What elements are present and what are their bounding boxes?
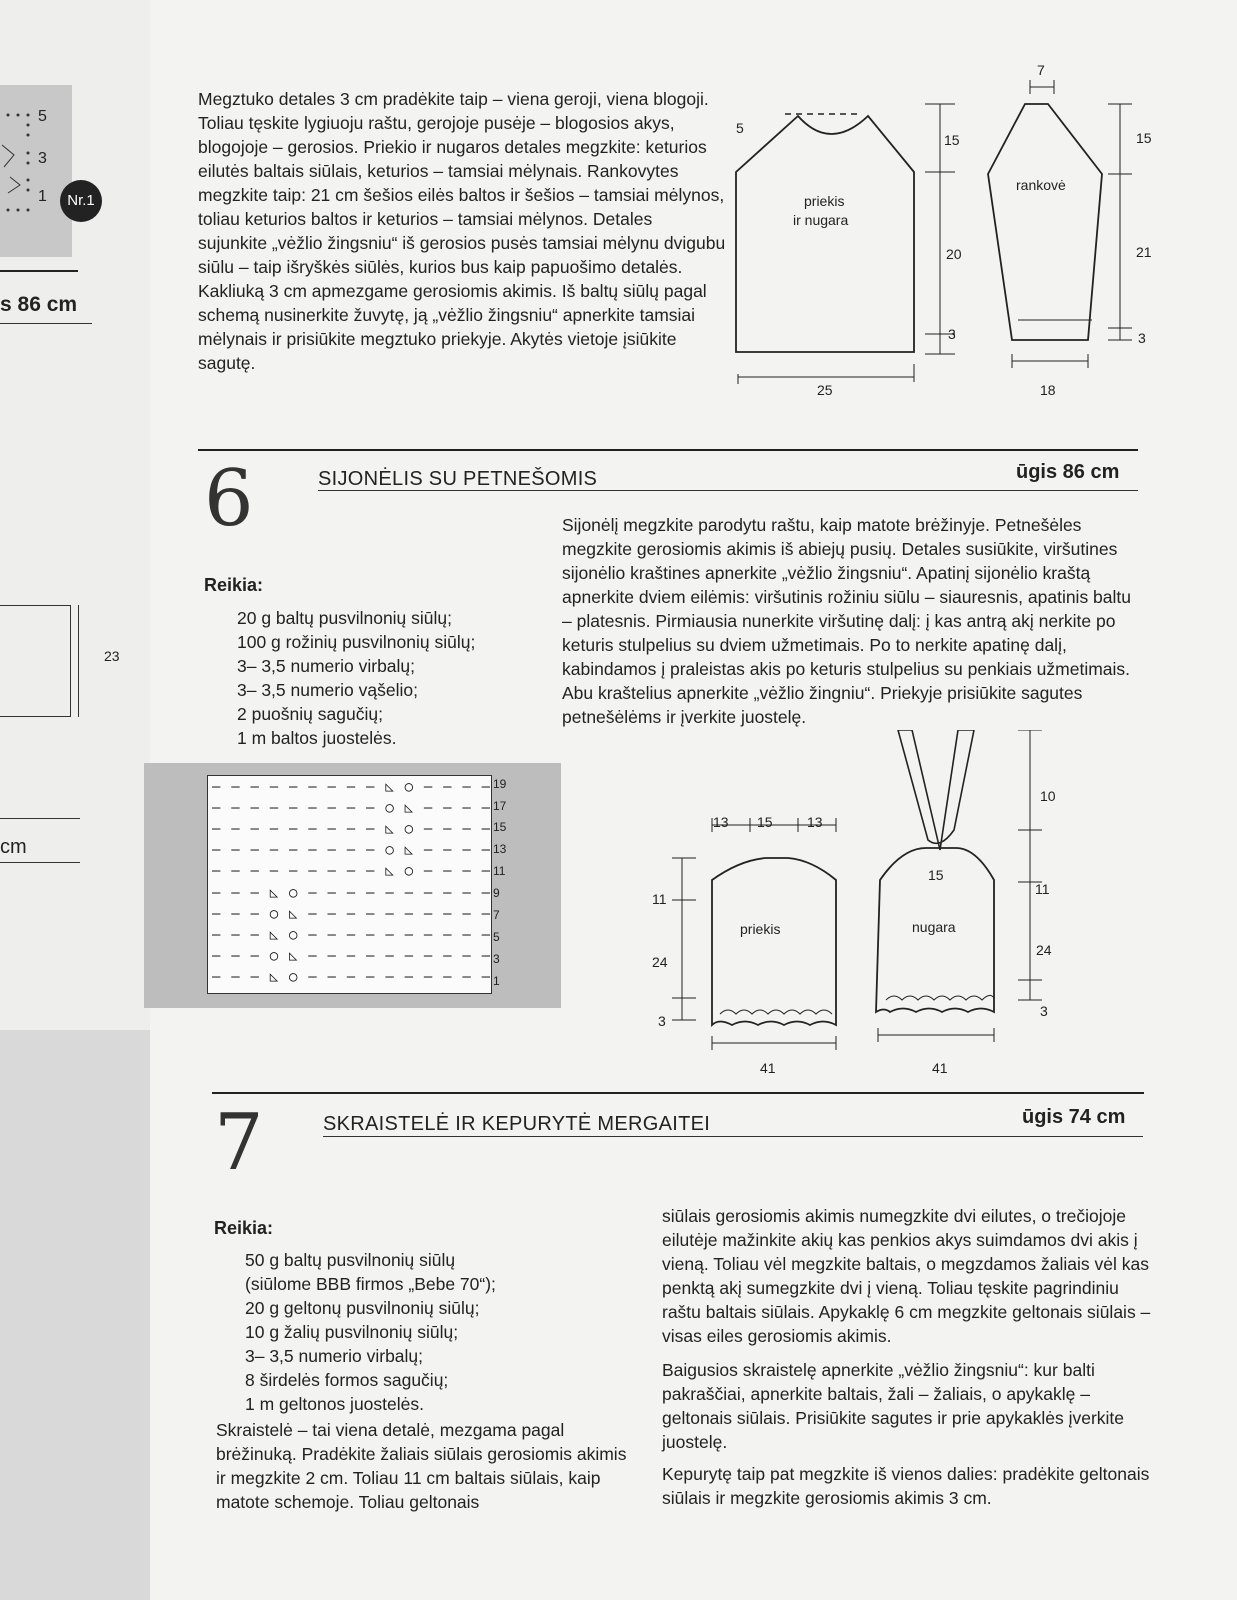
chart-row-number: 7 [493, 908, 500, 922]
material-item: 20 g baltų pusvilnonių siūlų; [237, 608, 453, 628]
material-item: 8 širdelės formos sagučių; [245, 1370, 449, 1390]
dim-label: 41 [932, 1060, 948, 1076]
dim-label: 5 [736, 120, 744, 136]
chart-row: – – – ◺ ○ – – – – – – – – – – [212, 885, 492, 901]
dimension-line [78, 605, 79, 717]
chart-row-number: 1 [493, 974, 500, 988]
chart-row: – – – ◺ ○ – – – – – – – – – – [212, 969, 492, 985]
body-outline [736, 116, 914, 352]
material-item: 10 g žalių pusvilnonių siūlų; [245, 1322, 459, 1342]
dim-label: 20 [946, 246, 962, 262]
body-label-line2: ir nugara [793, 212, 849, 228]
dim-label: 24 [652, 954, 668, 970]
dimension-label: 23 [104, 648, 120, 664]
chart-row: – – – ◺ ○ – – – – – – – – – – [212, 927, 492, 943]
divider [0, 818, 80, 819]
material-item: 3– 3,5 numerio virbalų; [237, 656, 416, 676]
dim-label: 3 [1040, 1003, 1048, 1019]
previous-diagram-fragment [0, 605, 71, 717]
dim-label: 21 [1136, 244, 1152, 260]
body-diagram [730, 64, 970, 414]
section7-right-text-2: Baigusios skraistelę apnerkite „vėžlio žingsniu“: kur balti pakraščiai, apnerkite baltais, žali – žaliais, o apykaklę – geltonais siūlais. Prisiūkite sagutes ir prie apykaklės įverkite juostelę. [662, 1360, 1125, 1452]
section7-number: 7 [214, 1098, 264, 1188]
chart-row: – – – ○ ◺ – – – – – – – – – – [212, 948, 492, 964]
size-label: s 86 cm [0, 293, 78, 316]
section6-title-underline [318, 490, 1138, 491]
front-label: priekis [740, 921, 781, 937]
dim-label: 15 [757, 814, 773, 830]
issue-badge [60, 180, 102, 222]
dim-label: 15 [1136, 130, 1152, 146]
body-label-line1: priekis [804, 193, 845, 209]
gray-band [0, 1030, 150, 1600]
section6-title: SIJONĖLIS SU PETNEŠOMIS [318, 468, 598, 490]
chart-row: – – – – – – – – – ◺ ○ – – – – [212, 779, 492, 795]
dim-label: 11 [652, 891, 667, 907]
section7-left-text: Skraistelė – tai viena detalė, mezgama pagal brėžinuką. Pradėkite žaliais siūlais gerosiomis akimis ir megzkite 2 cm. Toliau 11 cm baltais siūlais, kaip matote schemoje. Toliau geltonais [216, 1420, 627, 1512]
knitting-chart [207, 775, 492, 994]
material-item: (siūlome BBB firmos „Bebe 70“); [245, 1274, 496, 1294]
dim-label: 41 [760, 1060, 776, 1076]
pattern-row-number: 5 [38, 108, 47, 125]
section6-size: ūgis 86 cm [1016, 461, 1120, 483]
back-label: nugara [912, 919, 956, 935]
section7-reikia-label: Reikia: [214, 1218, 274, 1238]
divider [0, 862, 80, 863]
dim-label: 15 [944, 132, 960, 148]
dim-label: 15 [928, 867, 944, 883]
chart-row-number: 19 [493, 777, 507, 791]
dim-label: 13 [713, 814, 729, 830]
material-item: 1 m geltonos juostelės. [245, 1394, 424, 1414]
sleeve-diagram [980, 70, 1150, 400]
section6-reikia-label: Reikia: [204, 575, 264, 595]
chart-row: – – – – – – – – – ◺ ○ – – – – [212, 863, 492, 879]
dim-label: 13 [807, 814, 823, 830]
chart-row-number: 11 [493, 864, 506, 878]
pattern-row-number: 3 [38, 150, 47, 167]
chart-row: – – – – – – – – – ○ ◺ – – – – [212, 842, 492, 858]
section7-title-underline [323, 1136, 1143, 1137]
material-item: 20 g geltonų pusvilnonių siūlų; [245, 1298, 480, 1318]
top-instructions: Megztuko detales 3 cm pradėkite taip – viena geroji, viena blogoji. Toliau tęskite lygiuoju raštu, gerojoje pusėje – blogosios akys, blogojoje – gerosios. Priekio ir nugaros detales megzkite: keturios eilutės baltais siūlais, keturios – tamsiai mėlynais. Rankovytes megzkite taip: 21 cm šešios eilės baltos ir šešios – tamsiai mėlynos, toliau keturios baltos ir keturios – tamsiai mėlynos. Detales sujunkite „vėžlio žingsniu“ iš gerosios pusės tamsiai mėlynu dvigubu siūlu – taip išryškės siūlės, kurios bus kaip papuošimo detalės. Kakliuką 3 cm apmezgame gerosiomis akimis. Iš baltų siūlų pagal schemą nusinerkite žuvytę, ją „vėžlio žingsniu“ apnerkite tamsiai mėlynais ir prisiūkite megztuko priekyje. Akytės vietoje įsiūkite sagutę. [198, 89, 726, 373]
section7-size: ūgis 74 cm [1022, 1106, 1126, 1128]
chart-row-number: 5 [493, 930, 500, 944]
dim-label: 3 [948, 326, 956, 342]
chart-row-number: 17 [493, 799, 507, 813]
material-item: 1 m baltos juostelės. [237, 728, 397, 748]
skirt-diagrams [640, 730, 1080, 1060]
chart-row: – – – – – – – – – ○ ◺ – – – – [212, 800, 492, 816]
issue-badge-label: Nr.1 [67, 192, 95, 209]
chart-row: – – – – – – – – – ◺ ○ – – – – [212, 821, 492, 837]
front-outline [712, 858, 836, 1025]
material-item: 100 g rožinių pusvilnonių siūlų; [237, 632, 476, 652]
dim-label: 7 [1037, 62, 1045, 78]
section6-number: 6 [204, 454, 254, 544]
chart-row: – – – ○ ◺ – – – – – – – – – – [212, 906, 492, 922]
divider [0, 323, 92, 324]
cm-label: cm [0, 836, 27, 858]
material-item: 3– 3,5 numerio virbalų; [245, 1346, 424, 1366]
material-item: 3– 3,5 numerio vąšelio; [237, 680, 418, 700]
sleeve-label: rankovė [1016, 177, 1066, 193]
section7-right-text-1: siūlais gerosiomis akimis numegzkite dvi eilutes, o trečiojoje eilutėje mažinkite akių kas penkios akys suimdamos dvi akis į vieną. Toliau vėl megzkite baltais, o megzdamos žaliais vėl kas penktą akį sumegzkite dvi į vieną. Toliau tęskite pagrindiniu raštu baltais siūlais. Apykaklę 6 cm megzkite geltonais siūlais – visas eiles gerosiomis akimis. [662, 1206, 1151, 1346]
dim-label: 3 [658, 1013, 666, 1029]
pattern-chart-fragment [0, 85, 72, 257]
pattern-row-number: 1 [38, 188, 47, 205]
section7-right-text-3: Kepurytę taip pat megzkite iš vienos dalies: pradėkite geltonais siūlais ir megzkite gerosiomis akimis 3 cm. [662, 1464, 1150, 1508]
chart-row-number: 15 [493, 820, 507, 834]
dim-label: 11 [1035, 881, 1050, 897]
chart-row-number: 3 [493, 952, 500, 966]
section7-materials-list [245, 1248, 625, 1416]
chart-row-number: 9 [493, 886, 500, 900]
straps [898, 730, 974, 850]
dim-label: 10 [1040, 788, 1056, 804]
chart-row-number: 13 [493, 842, 507, 856]
material-item: 2 puošnių sagučių; [237, 704, 383, 724]
material-item: 50 g baltų pusvilnonių siūlų [245, 1250, 456, 1270]
dim-label: 25 [817, 382, 833, 398]
dim-label: 18 [1040, 382, 1056, 398]
dim-label: 3 [1138, 330, 1146, 346]
dim-label: 24 [1036, 942, 1052, 958]
divider [0, 270, 78, 272]
section-divider [212, 1092, 1144, 1094]
section7-title: SKRAISTELĖ IR KEPURYTĖ MERGAITEI [323, 1113, 711, 1135]
pattern-chart-fragment-svg [0, 85, 72, 257]
section6-materials-list [237, 606, 537, 750]
section6-instructions: Sijonėlį megzkite parodytu raštu, kaip matote brėžinyje. Petnešėles megzkite gerosiomis akimis iš abiejų pusių. Detales susiūkite, viršutines sijonėlio kraštines apnerkite „vėžlio žingsniu“. Apatinį sijonėlio kraštą apnerkite dviem eilėmis: viršutinis rožiniu siūlu – siauresnis, apatinis baltu – platesnis. Pirmiausia nunerkite viršutinę dalį: į kas antrą akį nerkite po keturis stulpelius su dviem užmetimais. Po to nerkite apatinę dalį, kabindamos į praleistas akis po keturis stulpelius su penkiais užmetimais. Abu kraštelius apnerkite „vėžlio žingniu“. Priekyje prisiūkite sagutes petnešėlėms ir įverkite juostelę. [562, 515, 1132, 727]
section-divider [198, 449, 1138, 451]
sleeve-outline [988, 104, 1102, 340]
